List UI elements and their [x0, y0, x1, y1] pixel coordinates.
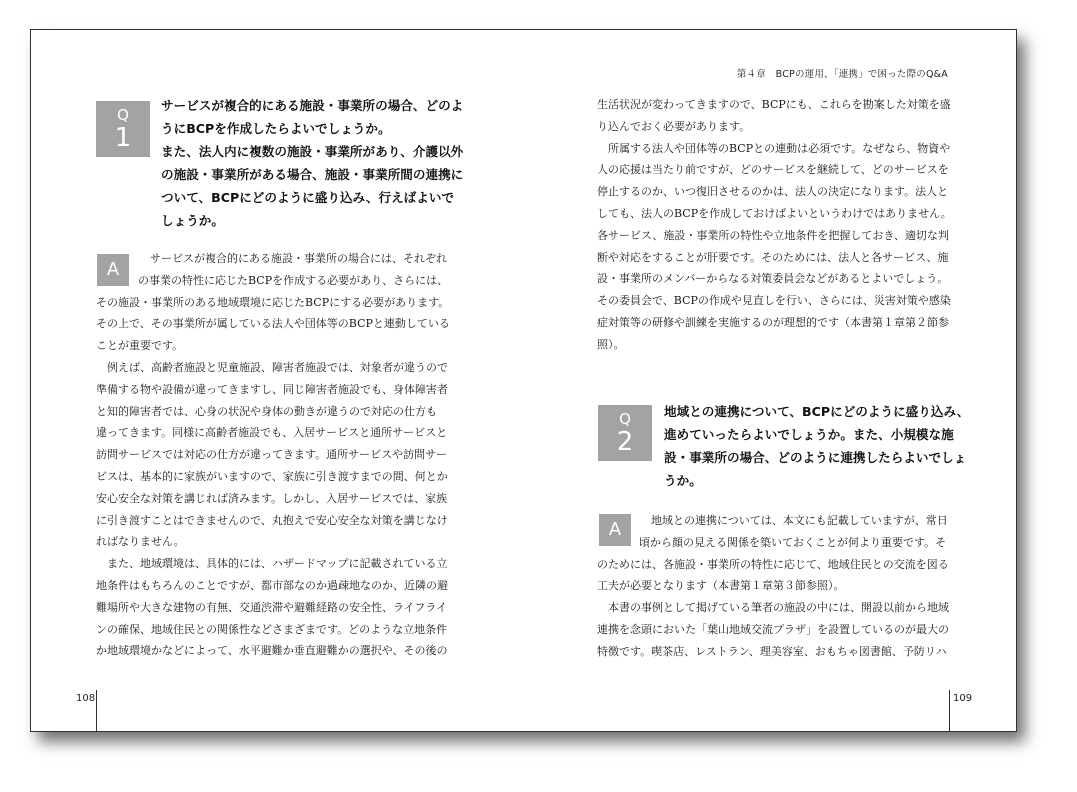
a2-line: 特徴です。喫茶店、レストラン、理美容室、おもちゃ図書館、予防リハ: [597, 644, 947, 658]
cont-line: 各サービス、施設・事業所の特性や立地条件を把握しておき、適切な判: [597, 228, 949, 242]
running-header: 第４章 BCPの運用、「連携」で困った際のQ&A: [736, 69, 948, 80]
a1-line: 準備する物や設備が違ってきますし、同じ障害者施設でも、身体障害者: [96, 382, 448, 396]
q2-line: 地域との連携について、BCPにどのように盛り込み、: [664, 404, 970, 419]
a2-answer: [597, 510, 949, 663]
a1-line: その施設・事業所のある地域環境に応じたBCPにする必要があります。: [96, 295, 450, 309]
q2-line: 進めていったらよいでしょうか。また、小規模な施: [664, 427, 954, 442]
a1-line: 安心安全な対策を講じれば済みます。しかし、入居サービスでは、家族: [96, 491, 448, 505]
a1-line: か地域環境かなどによって、水平避難か垂直避難かの選択や、その後の: [96, 644, 448, 658]
q2-badge: [598, 405, 652, 461]
a1-line: その上で、その事業所が属している法人や団体等のBCPと連動している: [96, 317, 450, 331]
q1-badge: [96, 101, 150, 157]
a1-line: 例えば、高齢者施設と児童施設、障害者施設では、対象者が違うので: [96, 360, 448, 374]
cont-line: 生活状況が変わってきますので、BCPにも、これらを勘案した対策を盛: [597, 98, 951, 111]
book-spread: [30, 29, 1017, 732]
a2-badge: A: [599, 514, 631, 546]
cont-line: しても、法人のBCPを作成しておけばよいというわけではありません。: [597, 206, 952, 220]
a2-line: 頃から顔の見える関係を築いておくことが何より重要です。そ: [639, 535, 947, 549]
q1-line: また、法人内に複数の施設・事業所があり、介護以外: [161, 144, 464, 159]
q2-badge-number: 2: [616, 427, 634, 457]
cont-line: 設・事業所のメンバーからなる対策委員会などがあるとよいでしょう。: [597, 272, 949, 286]
a1-line: と知的障害者では、心身の状況や身体の動きが違うので対応の仕方も: [96, 404, 437, 418]
q2-line: 設・事業所の場合、どのように連携したらよいでしょ: [664, 450, 967, 465]
a2-line: 連携を念頭においた「葉山地域交流プラザ」を設置しているのが最大の: [597, 622, 949, 636]
page-rule-right: [949, 690, 950, 732]
q1-line: ついて、BCPにどのように盛り込み、行えばよいで: [161, 190, 455, 205]
a1-line: に引き渡すことはできませんので、丸抱えで安心安全な対策を講じなけ: [96, 513, 448, 527]
a1-line: 地条件はもちろんのことですが、都市部なのか過疎地なのか、近隣の避: [96, 578, 448, 592]
q2-line: うか。: [664, 473, 702, 488]
cont-line: 停止するのか、いつ復旧させるのかは、法人の決定になります。法人と: [597, 185, 949, 199]
q1-badge-letter: Q: [117, 106, 129, 124]
a1-answer: [96, 248, 450, 662]
cont-line: 人の応援は当たり前ですが、どのサービスを継続して、どのサービスを: [597, 163, 949, 177]
a1-line: 違ってきます。同様に高齢者施設でも、入居サービスと通所サービスと: [96, 426, 448, 440]
cont-line: 断や対応をすることが肝要です。そのためには、法人と各サービス、施: [597, 250, 949, 264]
a1-line: ビスは、基本的に家族がいますので、家族に引き渡すまでの間、何とか: [96, 469, 448, 483]
a1-line: の事業の特性に応じたBCPを作成する必要があり、さらには、: [138, 273, 449, 287]
q1-line: うにBCPを作成したらよいでしょうか。: [161, 121, 391, 136]
q1-line: の施設・事業所がある場合、施設・事業所間の連携に: [161, 167, 464, 182]
page-number-right: 109: [953, 693, 973, 704]
a1-line: また、地域環境は、具体的には、ハザードマップに記載されている立: [96, 557, 448, 571]
a1-line: ればなりません。: [96, 535, 185, 549]
q1-line: サービスが複合的にある施設・事業所の場合、どのよ: [161, 98, 464, 113]
a1-line: 訪問サービスでは対応の仕方が違ってきます。通所サービスや訪問サー: [96, 448, 448, 462]
a1-line: ことが重要です。: [96, 339, 184, 353]
a1-badge: A: [97, 254, 129, 286]
cont-line: 症対策等の研修や訓練を実施するのが理想的です（本書第１章第２節参: [597, 315, 949, 329]
a2-line: のためには、各施設・事業所の特性に応じて、地域住民との交流を図る: [597, 557, 949, 571]
q1-question: [161, 94, 463, 232]
a2-line: 工夫が必要となります（本書第１章第３節参照）。: [597, 579, 845, 593]
right-continuation: [597, 94, 952, 356]
q2-question: [664, 400, 969, 492]
q1-line: しょうか。: [161, 213, 224, 228]
cont-line: その委員会で、BCPの作成や見直しを行い、さらには、災害対策や感染: [597, 294, 951, 308]
page-rule-left: [96, 690, 97, 732]
a2-line: 本書の事例として掲げている筆者の施設の中には、開設以前から地域: [597, 601, 949, 615]
a1-line: ンの確保、地域住民との関係性などさまざまです。どのような立地条件: [96, 622, 448, 636]
a2-line: 地域との連携については、本文にも記載していますが、常日: [651, 514, 948, 527]
page-number-left: 108: [76, 693, 96, 704]
q1-badge-number: 1: [114, 123, 132, 153]
a1-line: サービスが複合的にある施設・事業所の場合には、それぞれ: [150, 252, 447, 265]
cont-line: 照）。: [597, 337, 625, 351]
a1-line: 難場所や大きな建物の有無、交通渋滞や避難経路の安全性、ライフライ: [96, 600, 448, 614]
cont-line: 所属する法人や団体等のBCPとの連動は必須です。なぜなら、物資や: [597, 141, 951, 155]
cont-line: り込んでおく必要があります。: [597, 119, 751, 133]
q2-badge-letter: Q: [619, 410, 631, 428]
